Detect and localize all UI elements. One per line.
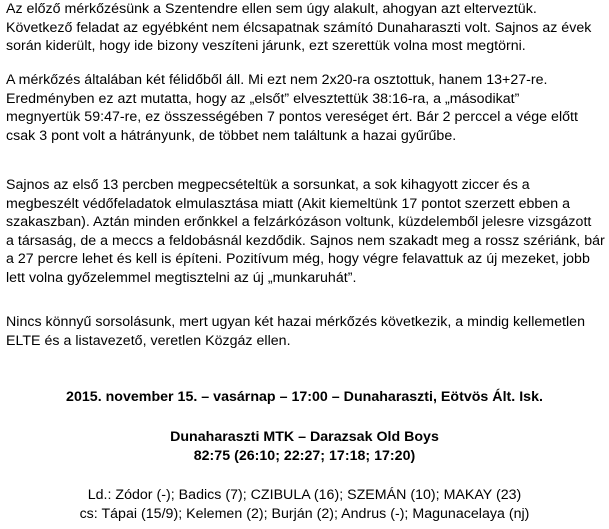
text-line: lett volna győzelemmel megtisztelni az új „munkaruhát”. — [6, 269, 357, 286]
text-line: ELTE és a listavezető, veretlen Közgáz ellen. — [6, 332, 291, 349]
paragraph-previous-match — [6, 0, 606, 56]
match-datetime-venue: 2015. november 15. – vasárnap – 17:00 – Dunaharaszti, Eötvös Ált. Isk. — [66, 389, 543, 405]
text-line: csak 3 pont volt a hátrányunk, de többet nem találtunk a hazai gyűrűbe. — [6, 127, 457, 144]
text-line: Sajnos az első 13 percben megpecsételtük a sorsunkat, a sok kihagyott ziccer és a — [6, 177, 530, 193]
lineup-starters: Ld.: Zódor (-); Badics (7); CZIBULA (16); SZEMÁN (10); MAKAY (23) — [87, 487, 522, 503]
match-score: 82:75 (26:10; 22:27; 17:18; 17:20) — [193, 447, 416, 464]
paragraph-match-halves — [6, 71, 606, 145]
text-line: A mérkőzés általában két félidőből áll. Mi ezt nem 2x20-ra osztottuk, hanem 13+27-re. — [6, 72, 548, 88]
text-line: Következő feladat az egyébként nem élcsapatnak számító Dunaharaszti volt. Sajnos az évek — [6, 19, 592, 36]
paragraph-upcoming-schedule — [6, 313, 606, 350]
text-line: Az előző mérkőzésünk a Szentendre ellen sem úgy alakult, ahogyan azt elterveztük. — [6, 1, 537, 17]
text-line: megnyertük 59:47-re, ez összességében 7 pontos vereséget ért. Bár 2 perccel a vége előtt — [6, 109, 578, 125]
match-teams: Dunaharaszti MTK – Darazsak Old Boys — [170, 429, 439, 445]
lineup-substitutes: cs: Tápai (15/9); Kelemen (2); Burján (2); Andrus (-); Magunacelaya (nj) — [79, 505, 530, 522]
paragraph-match-analysis — [6, 176, 606, 287]
text-line: megbeszélt védőfeladatok elmulasztása miatt (Akit kiemeltünk 17 pontot szerzett ebben a — [6, 195, 571, 212]
lineup — [0, 486, 609, 523]
text-line: Nincs könnyű sorsolásunk, mert ugyan két hazai mérkőzés következik, a mindig kellemetlen — [6, 314, 585, 330]
text-line: Eredményben ez azt mutatta, hogy az „elsőt” elvesztettük 38:16-ra, a „másodikat” — [6, 90, 520, 107]
text-line: a társaság, de a meccs a feldobásnál kezdődik. Sajnos nem szakadt meg a rossz szériánk, bár — [6, 232, 605, 249]
text-line: során kiderült, hogy ide bizony veszíteni járunk, ezt szerettük volna most megtörni. — [6, 38, 526, 54]
match-info — [0, 388, 609, 407]
text-line: a 27 percre lehet és kell is építeni. Pozitívum még, hogy végre felavattuk az új mezeket, jobb — [6, 251, 590, 267]
text-line: szakaszban). Aztán minden erőnkkel a felzárkózáson voltunk, küzdelemből jelesre vizsgázott — [6, 214, 592, 230]
match-result — [0, 428, 609, 465]
